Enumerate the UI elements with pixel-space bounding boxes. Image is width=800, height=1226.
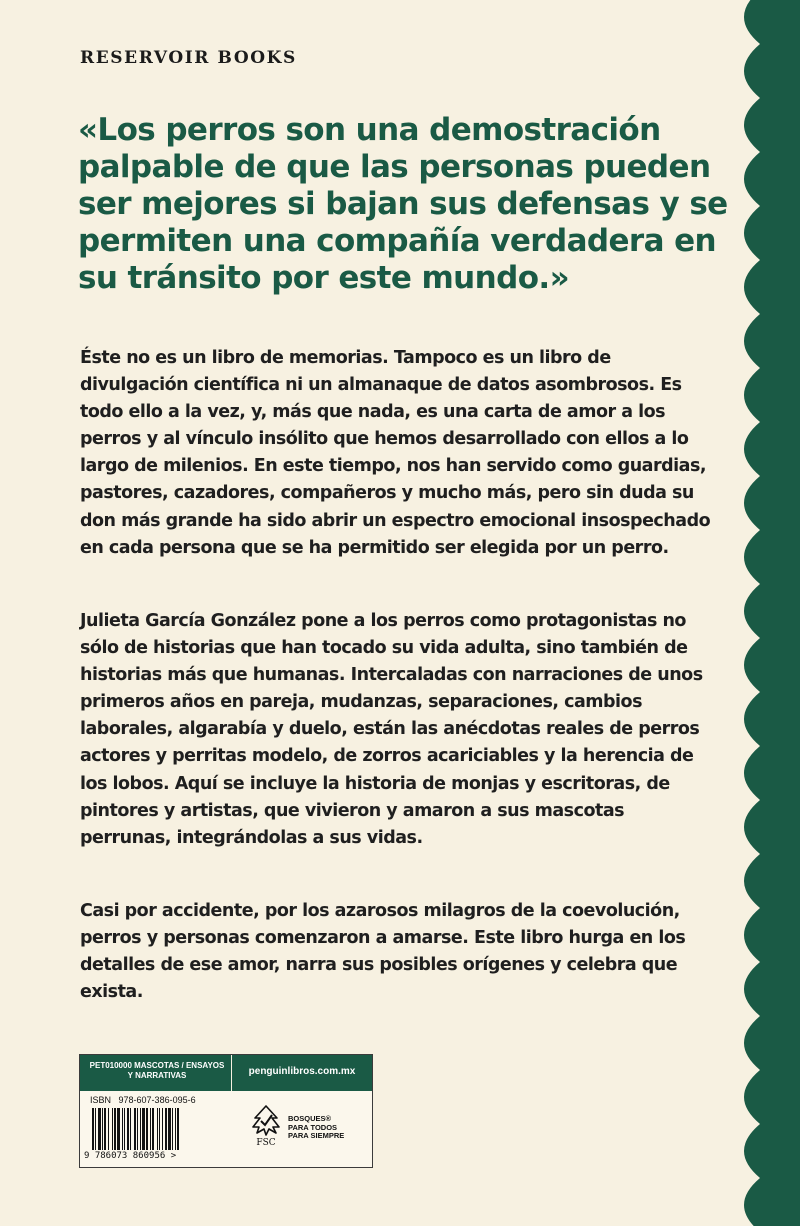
- website-link[interactable]: penguinlibros.com.mx: [248, 1066, 356, 1077]
- barcode-bar: [117, 1108, 120, 1150]
- body-paragraph-3: Casi por accidente, por los azarosos milagros de la coevolución, perros y personas comenzaron a amarse. Este libro hurga en los detalles de ese amor, narra sus posibles orígenes y celebra que exista.: [80, 901, 686, 1003]
- category-bar: [80, 1055, 372, 1091]
- barcode-bar: [124, 1108, 125, 1150]
- fsc-line-2: PARA TODOS: [288, 1122, 338, 1132]
- barcode-bar: [177, 1108, 179, 1150]
- barcode-bar: [159, 1108, 160, 1150]
- fsc-acronym: FSC: [256, 1138, 276, 1147]
- barcode-bar: [172, 1108, 173, 1150]
- isbn-value: 978-607-386-095-6: [118, 1095, 196, 1105]
- barcode-bar: [168, 1108, 171, 1150]
- fsc-line-1: BOSQUES®: [288, 1114, 332, 1123]
- fsc-line-3: PARA SIEMPRE: [288, 1131, 345, 1140]
- category-label: [86, 1061, 228, 1081]
- barcode-bar: [152, 1108, 154, 1150]
- barcode-bar: [112, 1108, 113, 1150]
- barcode-bar: [157, 1108, 158, 1150]
- body-paragraph-1: Éste no es un libro de memorias. Tampoco es un libro de divulgación científica ni un almanaque de datos asombrosos. Es todo ello a la vez, y, más que nada, es una carta de amor a los perros y al vínculo insólito que hemos desarrollado con ellos a lo largo de milenios. En este tiempo, nos han servido como guardias, pastores, cazadores, compañeros y mucho más, pero sin duda su don más grande ha sido abrir un espectro emocional insospechado en cada persona que se ha permitido ser elegida por un perro.: [80, 348, 711, 558]
- barcode-bar: [165, 1108, 167, 1150]
- category-line-1: PET010000 MASCOTAS / ENSAYOS: [89, 1061, 225, 1070]
- barcode-bar: [122, 1108, 123, 1150]
- barcode-bar: [134, 1108, 136, 1150]
- barcode-bar: [130, 1108, 131, 1150]
- isbn-info-box: [79, 1054, 373, 1168]
- barcode-bar: [127, 1108, 129, 1150]
- scalloped-green-edge: [740, 0, 800, 1226]
- pull-quote: «Los perros son una demostración palpable de que las personas pueden ser mejores si bajan sus defensas y se permiten una compañía verdadera en su tránsito por este mundo.»: [78, 112, 728, 296]
- isbn-label: ISBN: [90, 1095, 112, 1105]
- fsc-tree-check-icon: [248, 1103, 284, 1147]
- barcode-bar: [102, 1108, 103, 1150]
- category-line-2: Y NARRATIVAS: [127, 1071, 187, 1080]
- barcode-bar: [114, 1108, 116, 1150]
- barcode-bar: [108, 1108, 109, 1150]
- barcode-bar: [140, 1108, 141, 1150]
- barcode-bar: [146, 1108, 148, 1150]
- barcode-bar: [175, 1108, 176, 1150]
- barcode-bar: [142, 1108, 145, 1150]
- barcode-bar: [162, 1108, 163, 1150]
- body-paragraph-2: Julieta García González pone a los perros como protagonistas no sólo de historias que han tocado su vida adulta, sino también de historias más que humanas. Intercaladas con narraciones de unos primeros años en pareja, mudanzas, separaciones, cambios laborales, algarabía y duelo, están las anécdotas reales de perros actores y perritas modelo, de zorros acariciables y la herencia de los lobos. Aquí se incluye la historia de monjas y escritoras, de pintores y artistas, que vivieron y amaron a sus mascotas perrunas, integrándolas a sus vidas.: [80, 611, 703, 848]
- isbn-line: [90, 1095, 196, 1105]
- barcode-icon: [92, 1108, 218, 1150]
- fsc-slogan: [288, 1115, 368, 1141]
- barcode-bar: [98, 1108, 101, 1150]
- barcode-bar: [104, 1108, 106, 1150]
- barcode-bar: [137, 1108, 138, 1150]
- barcode-bar: [150, 1108, 151, 1150]
- barcode-bar: [92, 1108, 94, 1150]
- barcode-bar: [95, 1108, 96, 1150]
- publisher-name: RESERVOIR BOOKS: [80, 48, 297, 68]
- barcode-digits: 9 786073 860956 >: [84, 1151, 177, 1161]
